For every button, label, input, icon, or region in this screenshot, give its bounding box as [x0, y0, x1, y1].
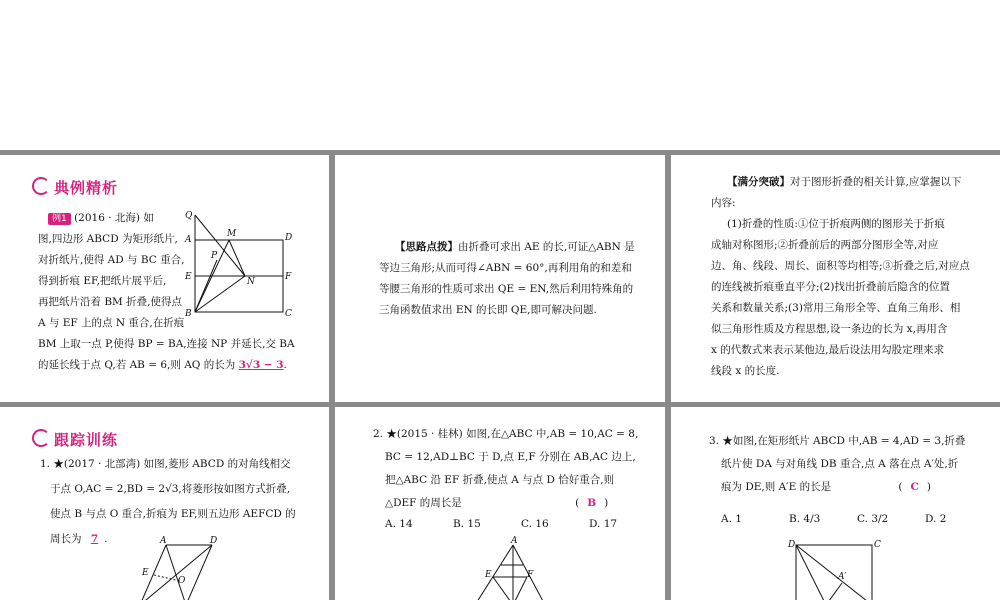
question-2-panel: 2. ★(2015 · 桂林) 如图,在△ABC 中,AB = 10,AC = 8, BC = 12,AD⊥BC 于 D,点 E,F 分别在 AB,AC 边上, 把△ABC 沿 EF 折叠,使点 A 与点 D 恰好重合,则 △DEF 的周长是 ( B ) A. 14 B. 15 C. 16 D. 17 A E F	[335, 407, 665, 600]
rectangle-diagonal-figure	[786, 535, 886, 600]
option-c: C. 3/2	[857, 513, 889, 525]
thinking-tip-panel	[335, 155, 665, 402]
section-heading-practice: 跟踪训练	[32, 429, 118, 450]
breakthrough-text-line: 对于图形折叠的相关计算,应掌握以下	[790, 176, 962, 188]
breakthrough-text-line: 成轴对称图形;②折叠前后的两部分图形全等,对应	[711, 239, 939, 251]
breakthrough-text-line: x 的代数式来表示某他边,最后设法用勾股定理来求	[711, 344, 945, 356]
question-text-line: △DEF 的周长是	[385, 497, 462, 509]
question-text-line: 1. ★(2017 · 北部湾) 如图,菱形 ABCD 的对角线相交	[40, 458, 291, 470]
point-label: M	[227, 229, 237, 239]
swirl-icon	[32, 429, 50, 447]
point-label: A	[160, 536, 167, 546]
question-text-line: 3. ★如图,在矩形纸片 ABCD 中,AB = 4,AD = 3,折叠	[709, 435, 966, 447]
question-text-line: 2. ★(2015 · 桂林) 如图,在△ABC 中,AB = 10,AC = 8,	[373, 428, 639, 440]
answer-choice: C	[910, 481, 919, 493]
breakthrough-text-line: 线段 x 的长度.	[711, 365, 780, 377]
tip-title: 【思路点拨】	[395, 241, 458, 253]
point-label: A	[185, 235, 192, 245]
option-b: B. 15	[453, 518, 481, 530]
point-label: C	[874, 540, 881, 550]
point-label: D	[788, 540, 796, 550]
example-text-line: 再把纸片沿着 BM 折叠,使得点	[38, 296, 182, 308]
example-badge: 例1	[48, 213, 71, 225]
point-label: A′	[838, 572, 847, 582]
point-label: F	[285, 272, 292, 282]
breakthrough-text-line: 关系和数量关系;(3)常用三角形全等、直角三角形、相	[711, 302, 961, 314]
breakthrough-text-line: (1)折叠的性质:①位于折痕两侧的图形关于折痕	[727, 218, 945, 230]
option-a: A. 1	[721, 513, 742, 525]
options-row	[385, 514, 665, 535]
breakthrough-title: 【满分突破】	[727, 176, 790, 188]
options-row	[721, 509, 1000, 530]
example-text-line: 对折纸片,使得 AD 与 BC 重合,	[38, 254, 185, 266]
rhombus-fold-figure	[130, 535, 240, 600]
tip-text-line: 等边三角形;从而可得∠ABN = 60°,再利用角的和差和	[379, 262, 632, 274]
question-text-line: 纸片使 DA 与对角线 DB 重合,点 A 落在点 A′处,折	[721, 458, 959, 470]
option-c: C. 16	[521, 518, 549, 530]
triangle-fold-figure	[465, 535, 545, 600]
example-text-line: 图,四边形 ABCD 为矩形纸片,	[38, 233, 178, 245]
swirl-icon	[32, 177, 50, 195]
point-label: Q	[185, 211, 193, 221]
point-label: O	[178, 576, 186, 586]
question-text-line: 周长为	[50, 533, 82, 545]
tip-text-line: 三角函数值求出 EN 的长即 QE,即可解决问题.	[379, 304, 597, 316]
question-3-panel: 3. ★如图,在矩形纸片 ABCD 中,AB = 4,AD = 3,折叠 纸片使 DA 与对角线 DB 重合,点 A 落在点 A′处,折 痕为 DE,则 A′E 的长是 ( C ) A. 1 B. 4/3 C. 3/2 D. 2 D C A′	[671, 407, 1000, 600]
question-text-line: 使点 B 与点 O 重合,折痕为 EF,则五边形 AEFCD 的	[50, 508, 296, 520]
answer-blank: 7	[90, 533, 99, 545]
point-label: C	[285, 309, 292, 319]
option-a: A. 14	[385, 518, 413, 530]
breakthrough-panel	[671, 155, 1000, 402]
point-label: E	[142, 568, 149, 578]
answer-choice: B	[587, 497, 597, 509]
question-text-line: 于点 O,AC = 2,BD = 2√3,将菱形按如图方式折叠,	[50, 483, 291, 495]
option-b: B. 4/3	[789, 513, 821, 525]
practice-panel: 跟踪训练 1. ★(2017 · 北部湾) 如图,菱形 ABCD 的对角线相交 于点 O,AC = 2,BD = 2√3,将菱形按如图方式折叠, 使点 B 与点 O 重合,折痕为 EF,则五边形 AEFCD 的 周长为 7 . A D E O	[0, 407, 329, 600]
example-text-line: A 与 EF 上的点 N 重合,在折痕	[38, 317, 185, 329]
rectangle-fold-figure	[183, 210, 303, 320]
example-text-line: (2016 · 北海) 如	[74, 212, 154, 224]
breakthrough-text-line: 内容:	[711, 197, 736, 209]
section-heading-example: 典例精析	[32, 177, 118, 198]
point-label: P	[211, 251, 218, 261]
point-label: N	[247, 277, 255, 287]
tip-text-line: 等腰三角形的性质可求出 QE = EN,然后利用特殊角的	[379, 283, 634, 295]
point-label: A	[511, 536, 518, 546]
point-label: E	[185, 272, 192, 282]
point-label: F	[527, 570, 534, 580]
option-d: D. 17	[589, 518, 618, 530]
example-panel: 典例精析 例1 (2016 · 北海) 如 图,四边形 ABCD 为矩形纸片, 对折纸片,使得 AD 与 BC 重合, 得到折痕 EF,把纸片展平后, 再把纸片沿着 BM 折叠,使得点 A 与 EF 上的点 N 重合,在折痕 BM 上取一点 P,使得 BP = BA,连接 NP 并延长,交 BA 的延长线于点 Q,若 AB = 6,则 AQ 的长为 3√3 − 3. Q M D A P E F N B C	[0, 155, 329, 402]
question-text-line: 痕为 DE,则 A′E 的长是	[721, 481, 832, 493]
tip-text-line: 由折叠可求出 AE 的长,可证△ABN 是	[458, 241, 635, 253]
breakthrough-text-line: 的连线被折痕垂直平分;(2)找出折叠前后隐含的位置	[711, 281, 950, 293]
example-text-line: 的延长线于点 Q,若 AB = 6,则 AQ 的长为	[38, 359, 236, 371]
question-text-line: 把△ABC 沿 EF 折叠,使点 A 与点 D 恰好重合,则	[385, 474, 615, 486]
breakthrough-text-line: 边、角、线段、周长、面积等均相等;③折叠之后,对应点	[711, 260, 970, 272]
breakthrough-text-line: 似三角形性质及方程思想,设一条边的长为 x,再用含	[711, 323, 948, 335]
example-text-line: 得到折痕 EF,把纸片展平后,	[38, 275, 167, 287]
point-label: B	[185, 309, 192, 319]
example-text-line: BM 上取一点 P,使得 BP = BA,连接 NP 并延长,交 BA	[38, 338, 295, 350]
option-d: D. 2	[925, 513, 947, 525]
point-label: D	[210, 536, 218, 546]
point-label: D	[285, 233, 293, 243]
point-label: E	[485, 570, 492, 580]
question-text-line: BC = 12,AD⊥BC 于 D,点 E,F 分别在 AB,AC 边上,	[385, 451, 636, 463]
answer-blank: 3√3 − 3	[238, 359, 284, 371]
